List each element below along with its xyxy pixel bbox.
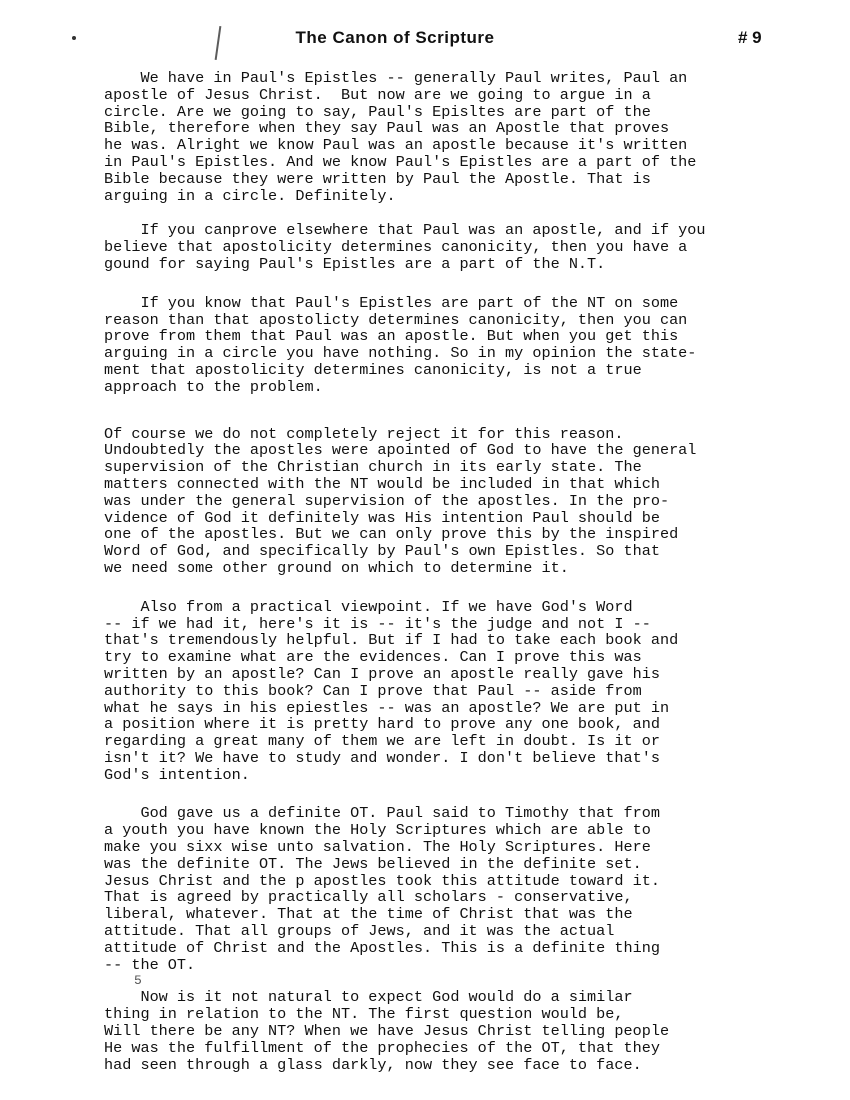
stray-fragment: 5	[134, 973, 142, 989]
page-header	[0, 28, 850, 52]
paragraph-7: Now is it not natural to expect God would do a similar thing in relation to the NT. The first question would be, Will there be any NT? When we have Jesus Christ telling people He was the fulfillment of the prophecies of the OT, that they had seen through a glass darkly, now they see face to face.	[104, 988, 670, 1074]
paragraph-6: God gave us a definite OT. Paul said to Timothy that from a youth you have known the Holy Scriptures which are able to make you sixx wise unto salvation. The Holy Scriptures. Here was the definite OT. The Jews believed in the definite set. Jesus Christ and the p apostles took this attitude toward it. That is agreed by practically all scholars - conservative, liberal, whatever. That at the time of Christ that was the attitude. That all groups of Jews, and it was the actual attitude of Christ and the Apostles. This is a definite thing -- the OT.	[104, 804, 660, 974]
ink-dot	[72, 36, 76, 40]
paragraph-1: We have in Paul's Epistles -- generally Paul writes, Paul an apostle of Jesus Christ. But now are we going to argue in a circle. Are we going to say, Paul's Episltes are part of the Bible, therefore when they say Paul was an Apostle that proves he was. Alright we know Paul was an apostle because it's written in Paul's Epistles. And we know Paul's Epistles are a part of the Bible because they were written by Paul the Apostle. That is arguing in a circle. Definitely.	[104, 69, 697, 205]
document-body	[104, 70, 794, 1073]
page-title: The Canon of Scripture	[295, 28, 495, 47]
paragraph-2: If you canprove elsewhere that Paul was an apostle, and if you believe that apostolicity determines canonicity, then you have a gound for saying Paul's Epistles are a part of the N.T.	[104, 221, 706, 273]
paragraph-4: Of course we do not completely reject it for this reason. Undoubtedly the apostles were apointed of God to have the general supervision of the Christian church in its early state. The matters connected with the NT would be included in that which was under the general supervision of the apostles. In the pro- vidence of God it definitely was His intention Paul should be one of the apostles. But we can only prove this by the inspired Word of God, and specifically by Paul's own Epistles. So that we need some other ground on which to determine it.	[104, 424, 697, 577]
page-number: # 9	[738, 28, 762, 47]
paragraph-3: If you know that Paul's Epistles are part of the NT on some reason than that apostolicty determines canonicity, then you can prove from them that Paul was an apostle. But when you get this arguing in a circle you have nothing. So in my opinion the state- ment that apostolicity determines canonicity, is not a true approach to the problem.	[104, 293, 697, 396]
paragraph-5: Also from a practical viewpoint. If we have God's Word -- if we had it, here's it is -- it's the judge and not I -- that's tremendously helpful. But if I had to take each book and try to examine what are the evidences. Can I prove this was written by an apostle? Can I prove an apostle really gave his authority to this book? Can I prove that Paul -- aside from what he says in his epiestles -- was an apostle? We are put in a position where it is pretty hard to prove any one book, and regarding a great many of them we are left in doubt. Is it or isn't it? We have to study and wonder. I don't believe that's God's intention.	[104, 597, 679, 784]
